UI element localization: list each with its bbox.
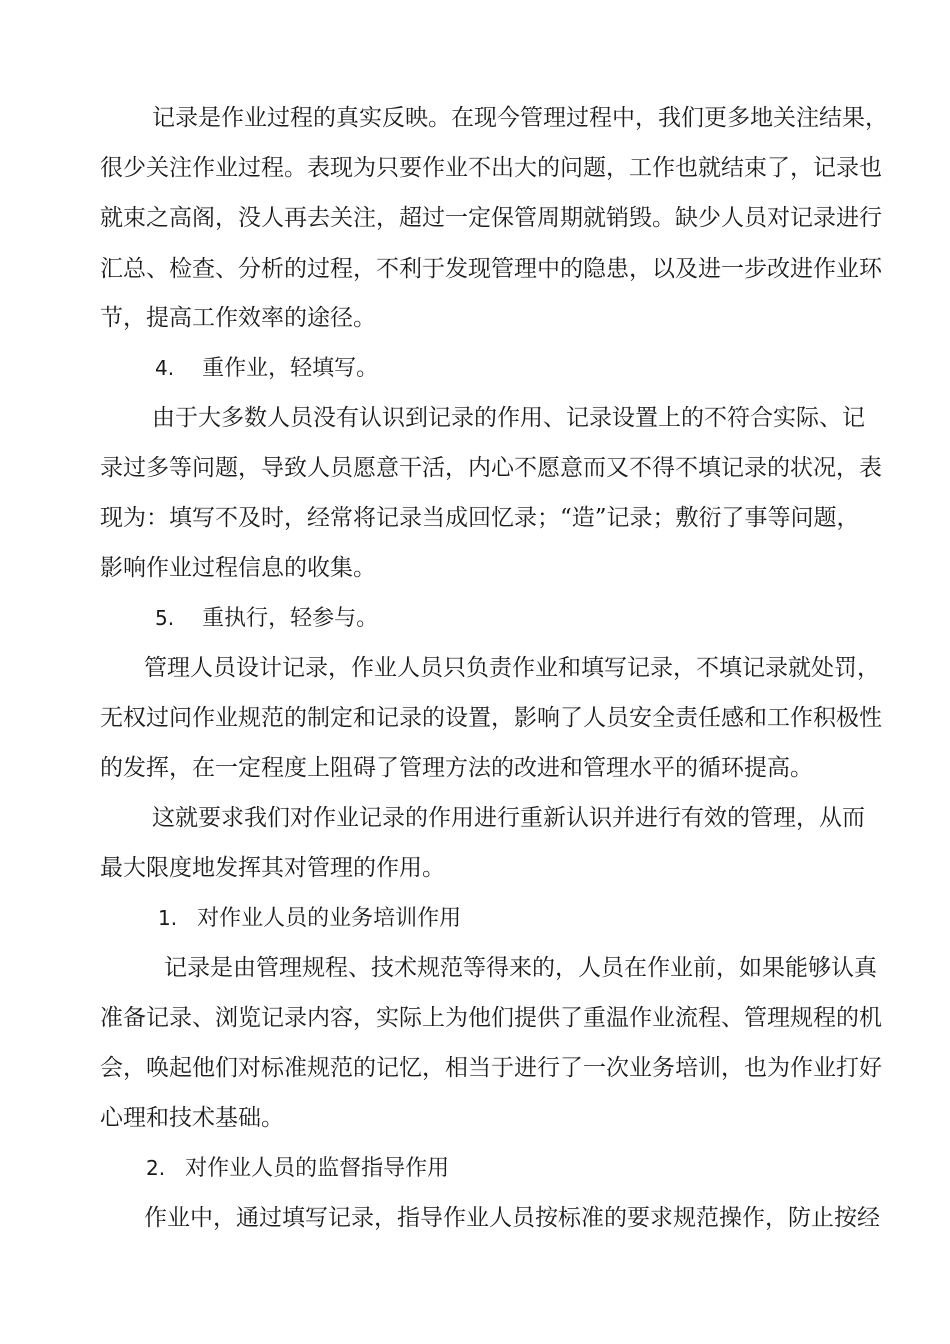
paragraph-line: 心理和技术基础。 [100, 1105, 284, 1131]
paragraph-line: 汇总、检查、分析的过程，不利于发现管理中的隐患，以及进一步改进作业环 [100, 256, 882, 282]
subsection-heading-2 [146, 1151, 449, 1185]
paragraph-line: 现为：填写不及时，经常将记录当成回忆录；“造”记录；敷衍了事等问题， [100, 505, 860, 531]
paragraph-line: 很少关注作业过程。表现为只要作业不出大的问题，工作也就结束了，记录也 [100, 155, 882, 181]
paragraph-line: 作业中，通过填写记录，指导作业人员按标准的要求规范操作，防止按经 [144, 1205, 880, 1231]
paragraph-line: 记录是由管理规程、技术规范等得来的，人员在作业前，如果能够认真 [164, 955, 877, 981]
heading-number: 5. [155, 606, 175, 630]
paragraph-line: 管理人员设计记录，作业人员只负责作业和填写记录，不填记录就处罚， [144, 655, 880, 681]
paragraph-line: 录过多等问题，导致人员愿意干活，内心不愿意而又不得不填记录的状况，表 [100, 455, 882, 481]
paragraph-line: 由于大多数人员没有认识到记录的作用、记录设置上的不符合实际、记 [152, 405, 865, 431]
paragraph-line: 影响作业过程信息的收集。 [100, 555, 376, 581]
paragraph-line: 的发挥，在一定程度上阻碍了管理方法的改进和管理水平的循环提高。 [100, 755, 813, 781]
paragraph-line: 就束之高阁，没人再去关注，超过一定保管周期就销毁。缺少人员对记录进行 [100, 205, 882, 231]
heading-number: 1. [158, 906, 178, 930]
paragraph-line: 节，提高工作效率的途径。 [100, 305, 376, 331]
heading-text: 重作业，轻填写。 [202, 356, 379, 381]
heading-number: 4. [155, 356, 175, 380]
heading-text: 重执行，轻参与。 [202, 606, 379, 631]
section-heading-5 [155, 601, 378, 635]
paragraph-line: 会，唤起他们对标准规范的记忆，相当于进行了一次业务培训，也为作业打好 [100, 1055, 882, 1081]
paragraph-line: 最大限度地发挥其对管理的作用。 [100, 855, 445, 881]
paragraph-line: 准备记录、浏览记录内容，实际上为他们提供了重温作业流程、管理规程的机 [100, 1005, 882, 1031]
heading-number: 2. [146, 1156, 166, 1180]
paragraph-line: 记录是作业过程的真实反映。在现今管理过程中，我们更多地关注结果， [152, 105, 888, 131]
subsection-heading-1 [158, 901, 461, 935]
heading-text: 对作业人员的业务培训作用 [197, 906, 462, 931]
section-heading-4 [155, 351, 378, 385]
paragraph-line: 无权过问作业规范的制定和记录的设置，影响了人员安全责任感和工作积极性 [100, 705, 882, 731]
paragraph-line: 这就要求我们对作业记录的作用进行重新认识并进行有效的管理，从而 [152, 805, 865, 831]
heading-text: 对作业人员的监督指导作用 [185, 1156, 450, 1181]
